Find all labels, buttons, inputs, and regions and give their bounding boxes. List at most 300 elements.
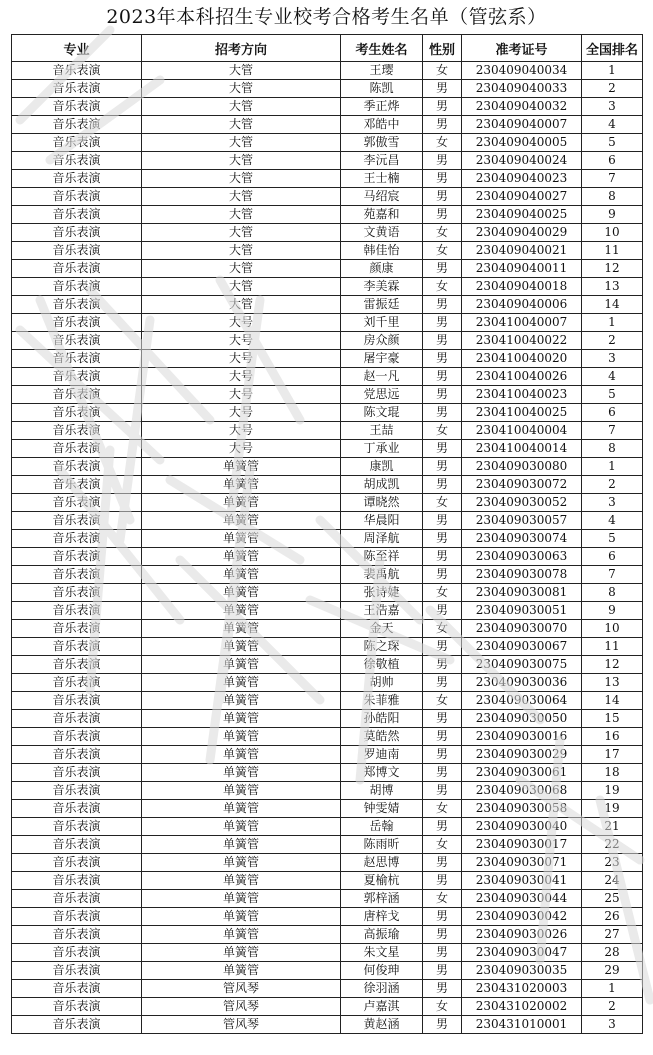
cell-exam-number: 230409030067 xyxy=(462,638,582,656)
cell-exam-number: 230409040027 xyxy=(462,188,582,206)
table-row xyxy=(12,548,643,566)
cell-gender: 男 xyxy=(423,440,462,458)
cell-name: 王士楠 xyxy=(341,170,423,188)
cell-exam-number: 230409030047 xyxy=(462,944,582,962)
cell-major: 音乐表演 xyxy=(12,314,142,332)
cell-gender: 男 xyxy=(423,350,462,368)
cell-exam-number: 230409030051 xyxy=(462,602,582,620)
cell-name: 莫皓然 xyxy=(341,728,423,746)
cell-gender: 男 xyxy=(423,962,462,980)
cell-name: 罗迪南 xyxy=(341,746,423,764)
cell-gender: 男 xyxy=(423,638,462,656)
table-row xyxy=(12,422,643,440)
cell-name: 孙皓阳 xyxy=(341,710,423,728)
cell-major: 音乐表演 xyxy=(12,80,142,98)
cell-gender: 男 xyxy=(423,368,462,386)
cell-gender: 女 xyxy=(423,224,462,242)
cell-direction: 单簧管 xyxy=(142,530,341,548)
cell-name: 韩佳怡 xyxy=(341,242,423,260)
header-national-rank: 全国排名 xyxy=(582,35,643,62)
cell-major: 音乐表演 xyxy=(12,530,142,548)
cell-major: 音乐表演 xyxy=(12,854,142,872)
cell-exam-number: 230410040007 xyxy=(462,314,582,332)
cell-major: 音乐表演 xyxy=(12,278,142,296)
cell-direction: 大管 xyxy=(142,260,341,278)
cell-gender: 男 xyxy=(423,80,462,98)
cell-major: 音乐表演 xyxy=(12,890,142,908)
cell-name: 康凯 xyxy=(341,458,423,476)
cell-gender: 男 xyxy=(423,512,462,530)
cell-major: 音乐表演 xyxy=(12,926,142,944)
cell-national-rank: 8 xyxy=(582,188,643,206)
cell-major: 音乐表演 xyxy=(12,206,142,224)
cell-gender: 男 xyxy=(423,206,462,224)
cell-national-rank: 13 xyxy=(582,674,643,692)
cell-national-rank: 28 xyxy=(582,944,643,962)
cell-exam-number: 230409030071 xyxy=(462,854,582,872)
cell-major: 音乐表演 xyxy=(12,242,142,260)
table-row xyxy=(12,908,643,926)
cell-national-rank: 14 xyxy=(582,692,643,710)
cell-name: 高振瑜 xyxy=(341,926,423,944)
cell-direction: 单簧管 xyxy=(142,458,341,476)
cell-national-rank: 5 xyxy=(582,386,643,404)
cell-name: 陈之琛 xyxy=(341,638,423,656)
cell-direction: 单簧管 xyxy=(142,926,341,944)
cell-exam-number: 230409040025 xyxy=(462,206,582,224)
cell-exam-number: 230409030078 xyxy=(462,566,582,584)
cell-name: 赵一凡 xyxy=(341,368,423,386)
cell-direction: 大号 xyxy=(142,386,341,404)
cell-name: 徐羽涵 xyxy=(341,980,423,998)
cell-major: 音乐表演 xyxy=(12,746,142,764)
cell-gender: 女 xyxy=(423,836,462,854)
table-row xyxy=(12,980,643,998)
cell-name: 邓皓中 xyxy=(341,116,423,134)
cell-gender: 男 xyxy=(423,908,462,926)
cell-major: 音乐表演 xyxy=(12,638,142,656)
cell-gender: 男 xyxy=(423,458,462,476)
cell-gender: 男 xyxy=(423,170,462,188)
cell-national-rank: 12 xyxy=(582,656,643,674)
table-row xyxy=(12,386,643,404)
cell-name: 苑嘉和 xyxy=(341,206,423,224)
table-row xyxy=(12,278,643,296)
cell-national-rank: 19 xyxy=(582,800,643,818)
cell-national-rank: 19 xyxy=(582,782,643,800)
cell-direction: 大号 xyxy=(142,440,341,458)
cell-name: 丁承业 xyxy=(341,440,423,458)
cell-major: 音乐表演 xyxy=(12,980,142,998)
cell-gender: 男 xyxy=(423,926,462,944)
cell-gender: 男 xyxy=(423,152,462,170)
cell-national-rank: 9 xyxy=(582,602,643,620)
cell-direction: 大号 xyxy=(142,332,341,350)
cell-exam-number: 230409040006 xyxy=(462,296,582,314)
cell-gender: 女 xyxy=(423,242,462,260)
cell-major: 音乐表演 xyxy=(12,458,142,476)
cell-national-rank: 4 xyxy=(582,116,643,134)
cell-exam-number: 230410040026 xyxy=(462,368,582,386)
cell-major: 音乐表演 xyxy=(12,872,142,890)
cell-national-rank: 11 xyxy=(582,242,643,260)
cell-exam-number: 230409030036 xyxy=(462,674,582,692)
cell-direction: 单簧管 xyxy=(142,548,341,566)
cell-direction: 大管 xyxy=(142,224,341,242)
header-major: 专业 xyxy=(12,35,142,62)
table-row xyxy=(12,440,643,458)
cell-exam-number: 230409040029 xyxy=(462,224,582,242)
cell-major: 音乐表演 xyxy=(12,422,142,440)
cell-gender: 男 xyxy=(423,188,462,206)
table-row xyxy=(12,926,643,944)
cell-national-rank: 3 xyxy=(582,494,643,512)
cell-major: 音乐表演 xyxy=(12,620,142,638)
cell-name: 金天 xyxy=(341,620,423,638)
cell-national-rank: 25 xyxy=(582,890,643,908)
cell-name: 卢嘉淇 xyxy=(341,998,423,1016)
cell-national-rank: 1 xyxy=(582,458,643,476)
cell-major: 音乐表演 xyxy=(12,332,142,350)
cell-direction: 单簧管 xyxy=(142,854,341,872)
cell-exam-number: 230410040025 xyxy=(462,404,582,422)
cell-exam-number: 230409030057 xyxy=(462,512,582,530)
cell-direction: 大号 xyxy=(142,422,341,440)
cell-direction: 单簧管 xyxy=(142,836,341,854)
table-row xyxy=(12,692,643,710)
cell-direction: 单簧管 xyxy=(142,872,341,890)
cell-direction: 单簧管 xyxy=(142,692,341,710)
cell-direction: 大号 xyxy=(142,368,341,386)
cell-gender: 男 xyxy=(423,818,462,836)
cell-major: 音乐表演 xyxy=(12,584,142,602)
cell-major: 音乐表演 xyxy=(12,566,142,584)
cell-name: 王浩嘉 xyxy=(341,602,423,620)
cell-major: 音乐表演 xyxy=(12,1016,142,1034)
cell-direction: 单簧管 xyxy=(142,512,341,530)
cell-name: 郑博文 xyxy=(341,764,423,782)
cell-exam-number: 230409030026 xyxy=(462,926,582,944)
table-row xyxy=(12,206,643,224)
cell-name: 郭傲雪 xyxy=(341,134,423,152)
table-row xyxy=(12,710,643,728)
cell-gender: 女 xyxy=(423,692,462,710)
cell-name: 陈凯 xyxy=(341,80,423,98)
header-exam-number: 准考证号 xyxy=(462,35,582,62)
cell-name: 赵思博 xyxy=(341,854,423,872)
cell-direction: 管风琴 xyxy=(142,980,341,998)
cell-exam-number: 230409030080 xyxy=(462,458,582,476)
cell-exam-number: 230410040023 xyxy=(462,386,582,404)
cell-major: 音乐表演 xyxy=(12,116,142,134)
header-gender: 性别 xyxy=(423,35,462,62)
cell-gender: 女 xyxy=(423,584,462,602)
cell-gender: 男 xyxy=(423,566,462,584)
cell-name: 王璎 xyxy=(341,62,423,80)
cell-exam-number: 230409040033 xyxy=(462,80,582,98)
cell-direction: 大号 xyxy=(142,404,341,422)
cell-national-rank: 3 xyxy=(582,350,643,368)
cell-national-rank: 11 xyxy=(582,638,643,656)
cell-direction: 大管 xyxy=(142,278,341,296)
cell-exam-number: 230409040018 xyxy=(462,278,582,296)
cell-national-rank: 10 xyxy=(582,620,643,638)
cell-gender: 男 xyxy=(423,656,462,674)
cell-national-rank: 24 xyxy=(582,872,643,890)
cell-name: 华晨阳 xyxy=(341,512,423,530)
cell-national-rank: 2 xyxy=(582,476,643,494)
cell-national-rank: 14 xyxy=(582,296,643,314)
cell-national-rank: 17 xyxy=(582,746,643,764)
cell-name: 陈至祥 xyxy=(341,548,423,566)
cell-direction: 大管 xyxy=(142,80,341,98)
cell-national-rank: 5 xyxy=(582,530,643,548)
cell-exam-number: 230409030070 xyxy=(462,620,582,638)
cell-direction: 单簧管 xyxy=(142,566,341,584)
cell-exam-number: 230409030050 xyxy=(462,710,582,728)
cell-direction: 单簧管 xyxy=(142,710,341,728)
cell-major: 音乐表演 xyxy=(12,260,142,278)
cell-major: 音乐表演 xyxy=(12,494,142,512)
cell-major: 音乐表演 xyxy=(12,908,142,926)
cell-exam-number: 230409030041 xyxy=(462,872,582,890)
table-row xyxy=(12,818,643,836)
cell-gender: 男 xyxy=(423,854,462,872)
cell-direction: 管风琴 xyxy=(142,998,341,1016)
cell-national-rank: 27 xyxy=(582,926,643,944)
table-row xyxy=(12,224,643,242)
table-row xyxy=(12,764,643,782)
table-row xyxy=(12,728,643,746)
table-row xyxy=(12,170,643,188)
table-row xyxy=(12,602,643,620)
cell-major: 音乐表演 xyxy=(12,368,142,386)
cell-major: 音乐表演 xyxy=(12,818,142,836)
cell-exam-number: 230409040023 xyxy=(462,170,582,188)
cell-name: 夏榆杭 xyxy=(341,872,423,890)
cell-exam-number: 230410040022 xyxy=(462,332,582,350)
cell-gender: 男 xyxy=(423,980,462,998)
cell-major: 音乐表演 xyxy=(12,764,142,782)
cell-name: 陈雨昕 xyxy=(341,836,423,854)
cell-exam-number: 230409030052 xyxy=(462,494,582,512)
cell-national-rank: 6 xyxy=(582,152,643,170)
table-row xyxy=(12,836,643,854)
cell-exam-number: 230409040021 xyxy=(462,242,582,260)
cell-name: 胡成凯 xyxy=(341,476,423,494)
cell-national-rank: 26 xyxy=(582,908,643,926)
cell-direction: 单簧管 xyxy=(142,728,341,746)
cell-exam-number: 230409040034 xyxy=(462,62,582,80)
table-row xyxy=(12,368,643,386)
cell-exam-number: 230409030044 xyxy=(462,890,582,908)
cell-name: 钟雯婧 xyxy=(341,800,423,818)
cell-direction: 大管 xyxy=(142,296,341,314)
table-row xyxy=(12,62,643,80)
cell-name: 谭晓然 xyxy=(341,494,423,512)
header-row xyxy=(12,35,643,62)
cell-national-rank: 1 xyxy=(582,980,643,998)
cell-major: 音乐表演 xyxy=(12,674,142,692)
cell-direction: 大管 xyxy=(142,98,341,116)
cell-national-rank: 1 xyxy=(582,62,643,80)
table-row xyxy=(12,620,643,638)
cell-direction: 单簧管 xyxy=(142,908,341,926)
cell-major: 音乐表演 xyxy=(12,944,142,962)
cell-major: 音乐表演 xyxy=(12,800,142,818)
cell-exam-number: 230431020003 xyxy=(462,980,582,998)
table-row xyxy=(12,188,643,206)
cell-national-rank: 6 xyxy=(582,548,643,566)
cell-major: 音乐表演 xyxy=(12,782,142,800)
cell-major: 音乐表演 xyxy=(12,656,142,674)
cell-direction: 单簧管 xyxy=(142,584,341,602)
cell-name: 陈文琨 xyxy=(341,404,423,422)
cell-gender: 男 xyxy=(423,530,462,548)
cell-national-rank: 13 xyxy=(582,278,643,296)
table-row xyxy=(12,944,643,962)
cell-name: 胡帅 xyxy=(341,674,423,692)
cell-exam-number: 230409030074 xyxy=(462,530,582,548)
cell-direction: 管风琴 xyxy=(142,1016,341,1034)
cell-gender: 男 xyxy=(423,404,462,422)
cell-name: 颜康 xyxy=(341,260,423,278)
cell-major: 音乐表演 xyxy=(12,224,142,242)
cell-gender: 女 xyxy=(423,422,462,440)
cell-national-rank: 8 xyxy=(582,584,643,602)
cell-gender: 男 xyxy=(423,746,462,764)
table-row xyxy=(12,782,643,800)
cell-name: 李沅昌 xyxy=(341,152,423,170)
cell-national-rank: 15 xyxy=(582,710,643,728)
cell-exam-number: 230410040020 xyxy=(462,350,582,368)
cell-major: 音乐表演 xyxy=(12,836,142,854)
cell-direction: 大管 xyxy=(142,242,341,260)
cell-direction: 大管 xyxy=(142,152,341,170)
cell-major: 音乐表演 xyxy=(12,188,142,206)
table-row xyxy=(12,476,643,494)
cell-national-rank: 12 xyxy=(582,260,643,278)
cell-major: 音乐表演 xyxy=(12,692,142,710)
cell-gender: 男 xyxy=(423,476,462,494)
table-row xyxy=(12,656,643,674)
cell-exam-number: 230409030068 xyxy=(462,782,582,800)
cell-exam-number: 230409040011 xyxy=(462,260,582,278)
cell-direction: 单簧管 xyxy=(142,620,341,638)
cell-name: 徐敬植 xyxy=(341,656,423,674)
cell-exam-number: 230409030063 xyxy=(462,548,582,566)
cell-major: 音乐表演 xyxy=(12,548,142,566)
cell-direction: 大管 xyxy=(142,206,341,224)
cell-national-rank: 18 xyxy=(582,764,643,782)
cell-national-rank: 5 xyxy=(582,134,643,152)
cell-national-rank: 3 xyxy=(582,98,643,116)
table-row xyxy=(12,998,643,1016)
table-row xyxy=(12,530,643,548)
cell-gender: 男 xyxy=(423,1016,462,1034)
cell-major: 音乐表演 xyxy=(12,602,142,620)
cell-exam-number: 230409030029 xyxy=(462,746,582,764)
cell-direction: 大管 xyxy=(142,134,341,152)
cell-national-rank: 4 xyxy=(582,512,643,530)
table-row xyxy=(12,242,643,260)
cell-name: 郭梓涵 xyxy=(341,890,423,908)
cell-gender: 女 xyxy=(423,800,462,818)
table-row xyxy=(12,458,643,476)
cell-gender: 男 xyxy=(423,782,462,800)
cell-name: 朱文星 xyxy=(341,944,423,962)
cell-name: 黄赵涵 xyxy=(341,1016,423,1034)
cell-national-rank: 3 xyxy=(582,1016,643,1034)
cell-exam-number: 230409030040 xyxy=(462,818,582,836)
cell-national-rank: 2 xyxy=(582,80,643,98)
table-row xyxy=(12,350,643,368)
cell-name: 朱菲雅 xyxy=(341,692,423,710)
cell-name: 何俊珅 xyxy=(341,962,423,980)
cell-name: 马绍宸 xyxy=(341,188,423,206)
cell-exam-number: 230409040024 xyxy=(462,152,582,170)
cell-major: 音乐表演 xyxy=(12,134,142,152)
cell-direction: 单簧管 xyxy=(142,656,341,674)
cell-direction: 单簧管 xyxy=(142,602,341,620)
table-row xyxy=(12,116,643,134)
cell-gender: 女 xyxy=(423,890,462,908)
cell-exam-number: 230409030016 xyxy=(462,728,582,746)
cell-name: 裴禹航 xyxy=(341,566,423,584)
table-row xyxy=(12,566,643,584)
cell-name: 季正烨 xyxy=(341,98,423,116)
cell-gender: 女 xyxy=(423,62,462,80)
cell-exam-number: 230409030058 xyxy=(462,800,582,818)
page-title: 2023年本科招生专业校考合格考生名单（管弦系） xyxy=(106,6,547,28)
cell-exam-number: 230409040032 xyxy=(462,98,582,116)
cell-direction: 单簧管 xyxy=(142,800,341,818)
cell-major: 音乐表演 xyxy=(12,170,142,188)
cell-major: 音乐表演 xyxy=(12,710,142,728)
cell-direction: 单簧管 xyxy=(142,746,341,764)
cell-direction: 大管 xyxy=(142,116,341,134)
header-direction: 招考方向 xyxy=(142,35,341,62)
cell-major: 音乐表演 xyxy=(12,512,142,530)
cell-exam-number: 230431010001 xyxy=(462,1016,582,1034)
cell-national-rank: 10 xyxy=(582,224,643,242)
table-row xyxy=(12,152,643,170)
cell-major: 音乐表演 xyxy=(12,440,142,458)
table-row xyxy=(12,962,643,980)
table-row xyxy=(12,1016,643,1034)
cell-national-rank: 6 xyxy=(582,404,643,422)
cell-gender: 男 xyxy=(423,296,462,314)
cell-national-rank: 4 xyxy=(582,368,643,386)
cell-direction: 单簧管 xyxy=(142,674,341,692)
table-row xyxy=(12,80,643,98)
cell-national-rank: 8 xyxy=(582,440,643,458)
cell-national-rank: 7 xyxy=(582,170,643,188)
cell-exam-number: 230409040005 xyxy=(462,134,582,152)
table-row xyxy=(12,494,643,512)
cell-gender: 女 xyxy=(423,278,462,296)
cell-direction: 单簧管 xyxy=(142,782,341,800)
cell-name: 张诗婕 xyxy=(341,584,423,602)
cell-national-rank: 7 xyxy=(582,566,643,584)
cell-national-rank: 1 xyxy=(582,314,643,332)
cell-major: 音乐表演 xyxy=(12,998,142,1016)
cell-national-rank: 21 xyxy=(582,818,643,836)
cell-gender: 女 xyxy=(423,134,462,152)
cell-national-rank: 2 xyxy=(582,332,643,350)
cell-national-rank: 23 xyxy=(582,854,643,872)
cell-direction: 大号 xyxy=(142,314,341,332)
